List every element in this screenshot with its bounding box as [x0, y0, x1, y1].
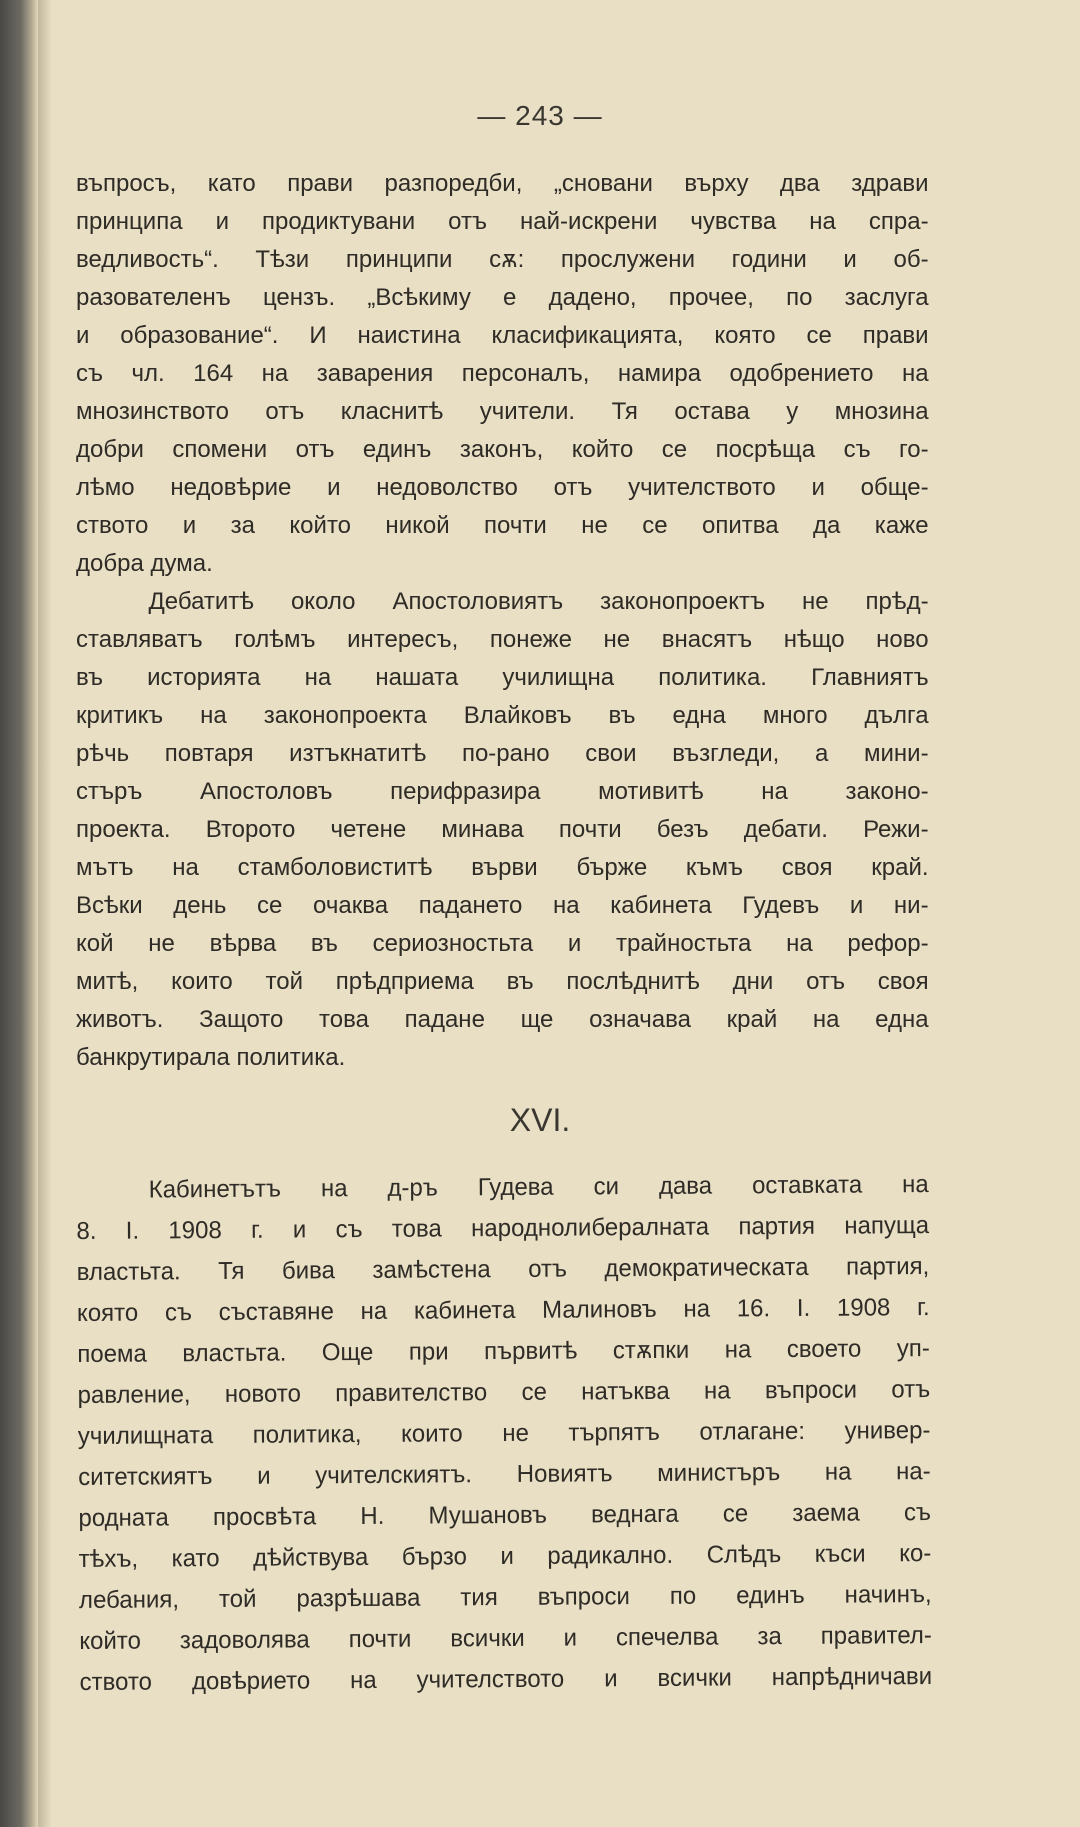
text-line: която съ съставяне на кабинета Малиновъ на 16. I. 1908 г. [76, 1294, 930, 1327]
text-line: стъръ Апостоловъ перифразира мотивитѣ на законо- [76, 778, 929, 805]
text-line: лебания, той разрѣшава тия въпроси по единъ начинъ, [78, 1581, 932, 1614]
section-heading: XVI. [509, 1102, 571, 1138]
text-line: въпросъ, като прави разпоредби, „сновани върху два здрави [76, 170, 929, 197]
paragraph-3 [76, 1164, 950, 1703]
text-line: ситетскиятъ и учителскиятъ. Новиятъ министъръ на на- [78, 1458, 931, 1491]
text-line: мнозинството отъ класнитѣ учители. Тя остава у мнозина [76, 398, 929, 425]
paragraph-1 [76, 165, 946, 583]
text-line: Дебатитѣ около Апостоловиятъ законопроектъ не прѣд- [148, 588, 929, 615]
text-line: училищната политика, които не търпятъ отлагане: универ- [77, 1417, 931, 1450]
paragraph-2 [76, 583, 946, 1077]
text-line: равление, новото правителство се натъква на въпроси отъ [77, 1376, 931, 1409]
text-line: рѣчь повтаря изтъкнатитѣ по-рано свои възгледи, а мини- [76, 740, 929, 767]
text-line: животъ. Защото това падане ще означава край на една [76, 1006, 929, 1033]
text-line: добри спомени отъ единъ законъ, който се посрѣща съ го- [76, 436, 929, 463]
text-line: 8. I. 1908 г. и съ това народнолибералната партия напуща [76, 1212, 930, 1245]
text-line: лѣмо недовѣрие и недоволство отъ учителството и обще- [76, 474, 929, 501]
text-line: и образование“. И наистина класификацията, която се прави [76, 322, 929, 349]
text-line: който задоволява почти всички и спечелва за правител- [79, 1622, 932, 1655]
text-line: Всѣки день се очаква падането на кабинета Гудевъ и ни- [76, 892, 929, 919]
text-line: банкрутирала политика. [76, 1044, 346, 1071]
text-line: ството довѣрието на учителството и всички напрѣдничави [79, 1663, 933, 1696]
text-line: въ историята на нашата училищна политика. Главниятъ [76, 664, 929, 691]
text-line: принципа и продиктувани отъ най-искрени чувства на спра- [76, 208, 929, 235]
text-line: кой не вѣрва въ сериозностьта и трайностьта на рефор- [76, 930, 929, 957]
text-line: съ чл. 164 на заварения персоналъ, намира одобрението на [76, 360, 929, 387]
text-line: митѣ, които той прѣдприема въ послѣднитѣ дни отъ своя [76, 968, 929, 995]
page-gutter-shadow [38, 0, 52, 1827]
text-line: тѣхъ, като дѣйствува бързо и радикално. Слѣдъ къси ко- [78, 1540, 932, 1573]
page-number: — 243 — [477, 100, 603, 131]
text-line: поема властьта. Още при първитѣ стѫпки на своето уп- [77, 1335, 930, 1368]
text-line: Кабинетътъ на д-ръ Гудева си дава оставката на [148, 1171, 929, 1204]
book-binding-edge [0, 0, 38, 1827]
text-line: мътъ на стамболовиститѣ върви бърже къмъ своя край. [76, 854, 929, 881]
text-line: разователенъ цензъ. „Всѣкиму е дадено, прочее, по заслуга [76, 284, 929, 311]
text-line: ведливость“. Тѣзи принципи сѫ: прослужени години и об- [76, 246, 929, 273]
text-line: ството и за който никой почти не се опитва да каже [76, 512, 929, 539]
text-line: родната просвѣта Н. Мушановъ веднага се заема съ [78, 1499, 932, 1532]
text-line: проекта. Второто четене минава почти безъ дебати. Режи- [76, 816, 929, 843]
text-line: властьта. Тя бива замѣстена отъ демократическата партия, [76, 1253, 930, 1286]
text-line: критикъ на законопроекта Влайковъ въ една много дълга [76, 702, 929, 729]
text-line: ставляватъ голѣмъ интересъ, понеже не внасятъ нѣщо ново [76, 626, 929, 653]
text-line: добра дума. [76, 550, 213, 577]
